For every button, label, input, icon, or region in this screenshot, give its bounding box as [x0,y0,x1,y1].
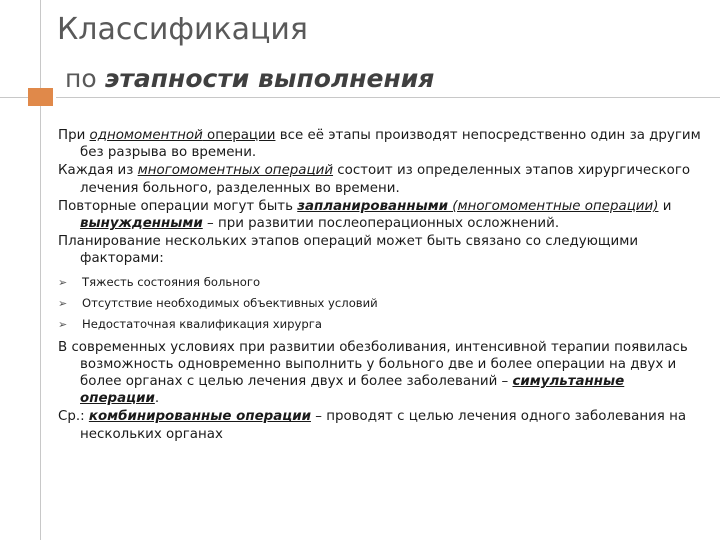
text: – проводят с целью лечения одного заболевания на нескольких органах [80,409,687,442]
term-simultaneous: симультанные операции [80,374,625,407]
text: Каждая из [58,163,138,179]
list-item [58,314,708,335]
title-underline-left [0,97,28,98]
paragraph-repeat [58,198,708,232]
text: Повторные операции могут быть [58,198,298,214]
text: – при развитии послеоперационных осложнений. [202,216,560,232]
term-forced: вынужденными [80,216,203,232]
accent-square [28,88,53,106]
arrow-bullet-icon: ➢ [58,296,68,310]
text: все её этапы производят непосредственно один за другим без разрыва во времени. [80,128,701,161]
term-combined: комбинированные операции [88,409,311,425]
arrow-bullet-icon: ➢ [58,317,68,331]
subtitle-prefix: по [65,64,97,93]
text: . [154,391,160,407]
term-one-stage: одномоментной [89,128,203,143]
slide-subtitle [65,64,434,93]
arrow-bullet-icon: ➢ [58,275,68,289]
text: При [58,128,90,143]
term-planned: запланированными [297,198,449,214]
paragraph-one-stage [58,127,708,161]
text: и [658,198,672,214]
paragraph-planning: Планирование нескольких этапов операций может быть связано со следующими факторами: [58,234,639,267]
slide-body [58,127,708,444]
list-item [58,272,708,293]
list-item-text: Тяжесть состояния больного [82,274,261,289]
term-multi-stage-note: (многомоментные операции) [448,198,659,214]
list-item-text: Недостаточная квалификация хирурга [82,316,322,331]
slide-title: Классификация [57,12,308,47]
term-operation: операции [202,128,276,143]
text: состоит из определенных этапов хирургического лечения больного, разделенных во времени. [80,163,691,196]
text: Ср.: [58,409,89,425]
paragraph-simultaneous [58,339,708,408]
subtitle-emphasis: этапности выполнения [104,64,435,93]
title-underline [56,97,720,98]
paragraph-combined [58,408,708,442]
list-item [58,293,708,314]
factor-list [58,272,708,335]
paragraph-multi-stage [58,162,708,196]
term-multi-stage: многомоментных операций [137,163,334,179]
text: В современных условиях при развитии обезболивания, интенсивной терапии появилась возможность одновременно выполнить у больного две и более операции на двух и более органах с целью лечения двух и более заболеваний – [58,339,688,390]
left-vertical-rule [40,0,41,540]
list-item-text: Отсутствие необходимых объективных условий [82,295,378,310]
